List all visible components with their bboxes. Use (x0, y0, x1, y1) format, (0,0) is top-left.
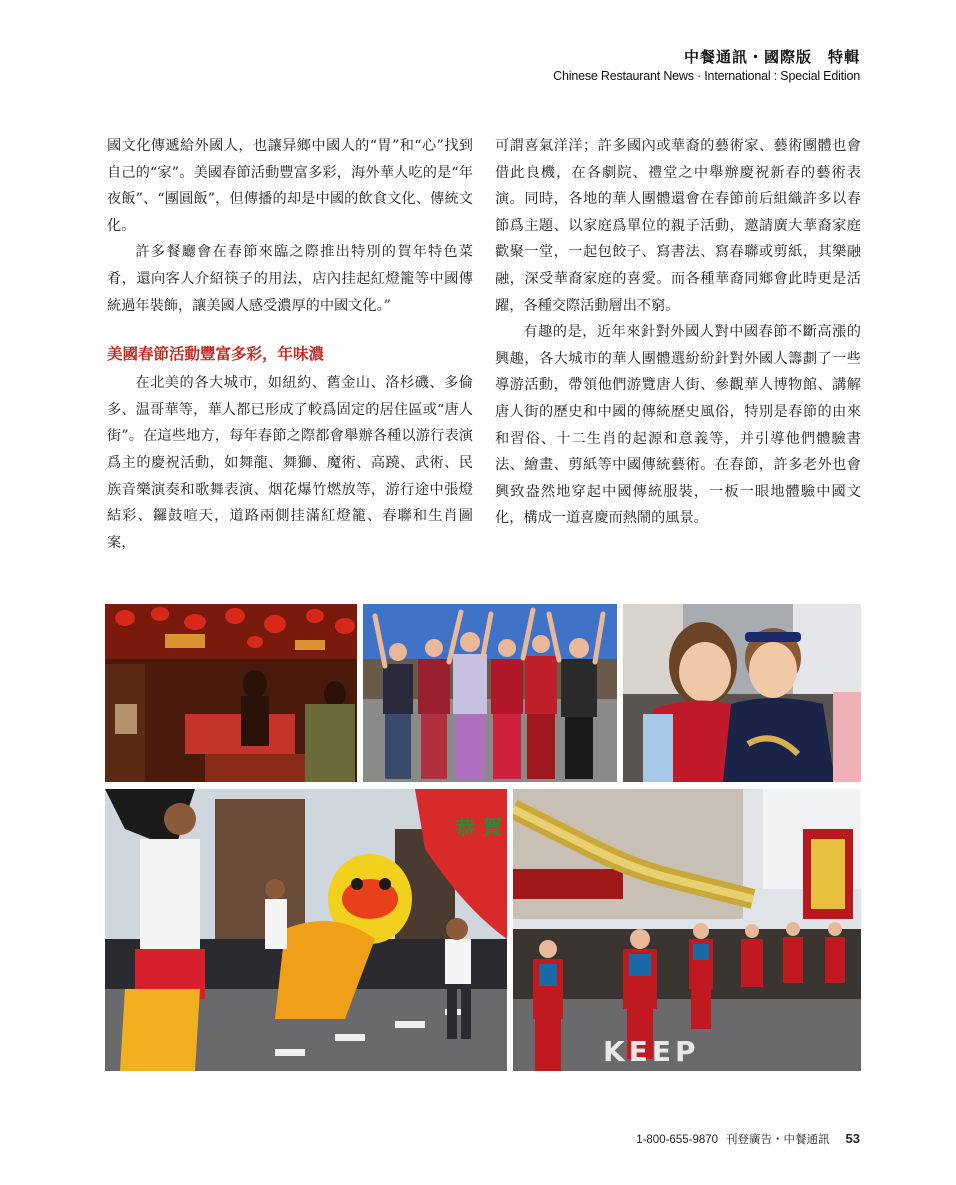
left-paragraph-1: 國文化傳遞給外國人，也讓异鄉中國人的“胃”和“心”找到自己的“家”。美國春節活動豐富多彩，海外華人吃的是“年夜飯”、“團圓飯”，但傳播的却是中國的飲食文化、傳統文化。 (107, 138, 473, 234)
page-number: 53 (845, 1131, 860, 1146)
right-paragraph-1: 可謂喜氣洋洋；許多國內或華裔的藝術家、藝術團體也會借此良機，在各劇院、禮堂之中舉辦慶祝新春的藝術表演。同時，各地的華人團體還會在春節前后組織許多以春節爲主題、以家庭爲單位的親子活動，邀請廣大華裔家庭歡聚一堂，一起包餃子、寫書法、寫春聯或剪紙，其樂融融，深受華裔家庭的喜愛。而各種華裔同鄉會此時更是活躍，各種交際活動層出不窮。 (495, 138, 861, 314)
photo-lion-dance (105, 789, 507, 1071)
footer-phone: 1-800-655-9870 (636, 1134, 719, 1146)
publication-subtitle: Chinese Restaurant News · International : Special Edition (553, 69, 860, 83)
road-marking-text: KEEP (603, 1035, 700, 1068)
left-paragraph-2: 許多餐廳會在春節來臨之際推出特別的賀年特色菜肴，還向客人介紹筷子的用法，店內挂起紅燈籠等中國傳統過年裝飾，讓美國人感受濃厚的中國文化。” (107, 244, 473, 314)
footer-label: 刊登廣告・中餐通訊 (726, 1132, 830, 1146)
photo-group-jumping (363, 604, 617, 782)
running-header (553, 46, 860, 83)
left-paragraph-3: 在北美的各大城市，如紐約、舊金山、洛杉磯、多倫多、温哥華等，華人都已形成了較爲固定的居住區或“唐人街”。在這些地方，每年春節之際都會舉辦各種以游行表演爲主的慶祝活動，如舞龍、舞獅、魔術、高蹺、武術、民族音樂演奏和歌舞表演、烟花爆竹燃放等，游行途中張燈結彩、鑼鼓喧天，道路兩側挂滿紅燈籠、春聯和生肖圖案， (107, 375, 473, 551)
banner-text: 恭 賀 (455, 815, 502, 839)
left-column (107, 133, 473, 556)
photo-children (623, 604, 861, 782)
publication-title: 中餐通訊・國際版 特輯 (683, 48, 860, 66)
right-column (495, 133, 861, 532)
photo-dragon-parade (513, 789, 861, 1071)
right-paragraph-2: 有趣的是，近年來針對外國人對中國春節不斷高漲的興趣，各大城市的華人團體選紛紛針對外國人籌劃了一些導游活動，帶領他們游覽唐人街、參觀華人博物館、講解唐人街的歷史和中國的傳統歷史風俗，特別是春節的由來和習俗、十二生肖的起源和意義等，并引導他們體驗書法、繪畫、剪紙等中國傳統藝術。在春節，許多老外也會興致盎然地穿起中國傳統服裝，一板一眼地體驗中國文化，構成一道喜慶而熱鬧的風景。 (495, 324, 861, 527)
photo-chinatown-shop (105, 604, 357, 782)
section-heading: 美國春節活動豐富多彩，年味濃 (107, 345, 325, 364)
page-footer (636, 1131, 860, 1147)
